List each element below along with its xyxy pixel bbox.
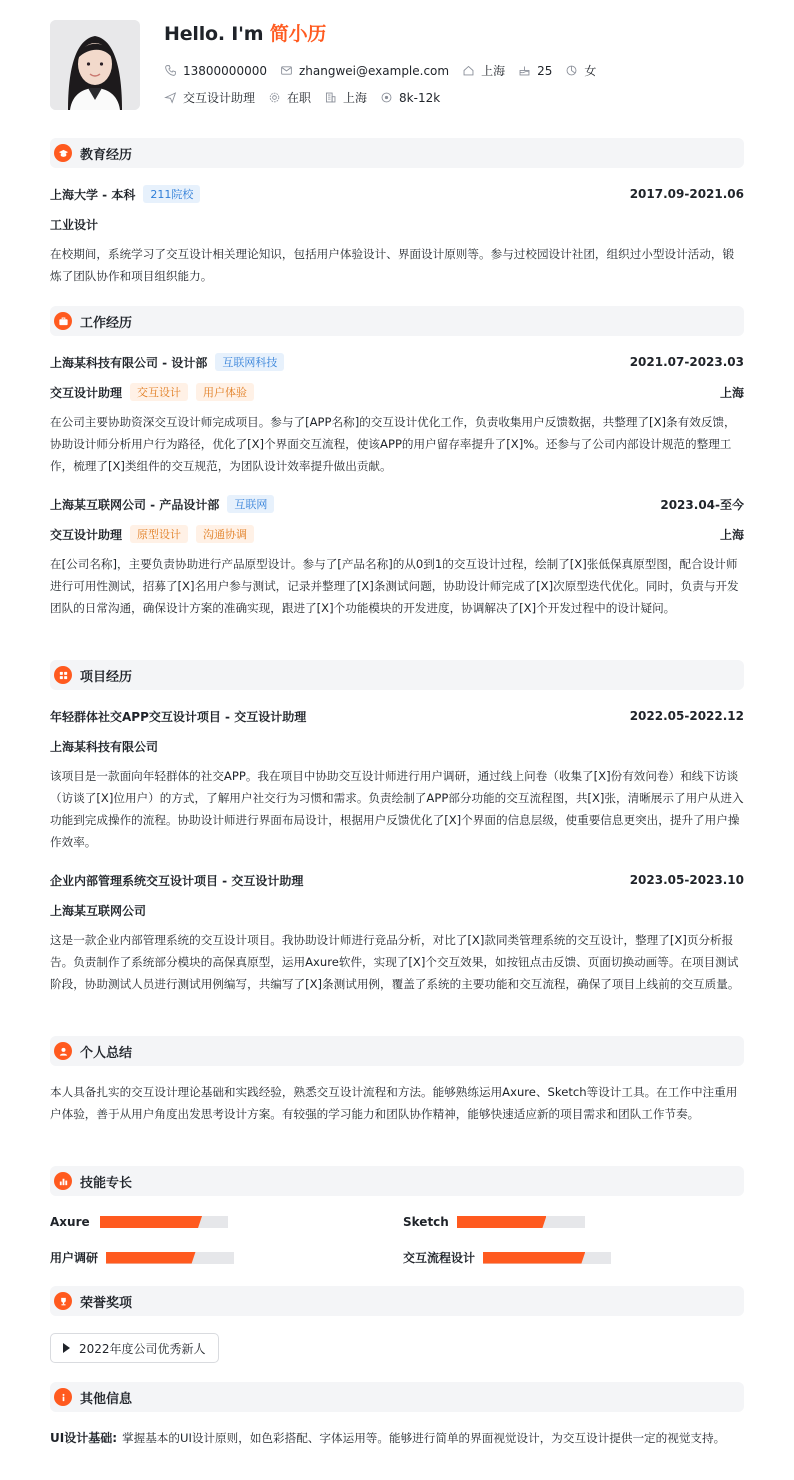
other-icon-badge xyxy=(54,1388,72,1406)
project-description: 这是一款企业内部管理系统的交互设计项目。我协助设计师进行竞品分析，对比了[X]款同类管理系统的交互设计，整理了[X]页分析报告。负责制作了系统部分模块的高保真原型，运用Axure软件，实现了[X]个交互效果，如按钮点击反馈、页面切换动画等。在项目测试阶段，协助测试人员进行测试用例编写，共编写了[X]条测试用例，覆盖了系统的主要功能和交互流程，确保了项目上线前的交互质量。 xyxy=(50,933,740,991)
project-company: 上海某互联网公司 xyxy=(50,903,147,918)
skill-bar xyxy=(106,1252,234,1264)
email-value: zhangwei@example.com xyxy=(298,63,450,78)
contact-row xyxy=(164,62,609,79)
work-icon-badge xyxy=(54,312,72,330)
skill-bar-fill xyxy=(106,1252,196,1264)
project-name: 年轻群体社交APP交互设计项目 - 交互设计助理 xyxy=(50,709,307,724)
education-section-header xyxy=(50,138,744,168)
avatar xyxy=(50,20,140,110)
skills-title: 技能专长 xyxy=(80,1175,133,1191)
job-row xyxy=(164,89,453,106)
project-company: 上海某科技有限公司 xyxy=(50,739,159,754)
salary-value: 8k-12k xyxy=(399,90,441,105)
work-section-header xyxy=(50,306,744,336)
job-title-value: 交互设计助理 xyxy=(183,91,256,105)
awards-icon-badge xyxy=(54,1292,72,1310)
work-skill-tag: 用户体验 xyxy=(196,383,254,401)
project-entry-header xyxy=(50,871,744,889)
salary-info xyxy=(380,91,440,105)
cake-icon xyxy=(518,64,531,77)
mail-icon xyxy=(280,64,293,77)
education-major: 工业设计 xyxy=(50,217,99,232)
project-company-row xyxy=(50,737,744,755)
school-tag: 211院校 xyxy=(143,185,200,203)
summary-text: 本人具备扎实的交互设计理论基础和实践经验，熟悉交互设计流程和方法。能够熟练运用Axure、Sketch等设计工具。在工作中注重用户体验，善于从用户角度出发思考设计方案。有较强的学习能力和团队协作精神，能够快速适应新的项目需求和团队工作节奏。 xyxy=(50,1085,738,1121)
school-name: 上海大学 - 本科 xyxy=(50,187,136,202)
skill-name: 用户调研 xyxy=(50,1251,99,1265)
award-name: 2022年度公司优秀新人 xyxy=(79,1341,206,1356)
skill-bar-fill xyxy=(100,1216,202,1228)
gender-info xyxy=(565,62,596,79)
candidate-name: 简小历 xyxy=(269,23,327,45)
summary-title: 个人总结 xyxy=(80,1045,133,1061)
work-city: 上海 xyxy=(719,527,744,542)
info-icon xyxy=(58,1392,69,1403)
education-major-row xyxy=(50,215,744,233)
work-role-row xyxy=(50,383,744,401)
project-entry-header xyxy=(50,707,744,725)
age-value: 25 xyxy=(537,63,553,78)
education-title: 教育经历 xyxy=(80,147,133,163)
work-skill-tag: 交互设计 xyxy=(130,383,188,401)
education-description: 在校期间，系统学习了交互设计相关理论知识，包括用户体验设计、界面设计原则等。参与过校园设计社团，组织过小型设计活动，锻炼了团队协作和项目组织能力。 xyxy=(50,247,735,283)
projects-title: 项目经历 xyxy=(80,669,133,685)
work-company: 上海某互联网公司 - 产品设计部 xyxy=(50,497,220,512)
project-period: 2022.05-2022.12 xyxy=(629,709,744,723)
work-industry-tag: 互联网科技 xyxy=(215,353,284,371)
work-description: 在[公司名称]，主要负责协助进行产品原型设计。参与了[产品名称]的从0到1的交互设计过程，绘制了[X]张低保真原型图，配合设计师进行可用性测试，招募了[X]名用户参与测试，记录并整理了[X]条测试问题，协助设计师完成了[X]次原型迭代优化。同时，负责与开发团队的日常沟通，确保设计方案的准确实现，跟进了[X]个功能模块的开发进度，协调解决了[X]个开发过程中的设计疑问。 xyxy=(50,557,739,615)
skills-section-header xyxy=(50,1166,744,1196)
work-period: 2023.04-至今 xyxy=(660,497,744,512)
work-description: 在公司主要协助资深交互设计师完成项目。参与了[APP名称]的交互设计优化工作，负责收集用户反馈数据，共整理了[X]条有效反馈，协助设计师分析用户行为路径，优化了[X]个界面交互流程，使该APP的用户留存率提升了[X]%。还参与了公司内部设计规范的整理工作，梳理了[X]类组件的交互规范，为团队设计效率提升做出贡献。 xyxy=(50,415,736,473)
resume-header xyxy=(50,0,744,138)
work-skill-tag: 原型设计 xyxy=(130,525,188,543)
building-icon xyxy=(324,91,337,104)
education-entry-header xyxy=(50,185,744,203)
other-title: 其他信息 xyxy=(80,1391,133,1407)
coin-icon xyxy=(380,91,393,104)
work-period: 2021.07-2023.03 xyxy=(629,355,744,369)
trophy-icon xyxy=(58,1296,69,1307)
work-city-value: 上海 xyxy=(343,91,368,105)
awards-section-header xyxy=(50,1286,744,1316)
skill-item xyxy=(50,1215,228,1229)
email-info xyxy=(280,64,449,78)
skills-icon-badge xyxy=(54,1172,72,1190)
skill-item xyxy=(403,1249,611,1266)
work-title: 工作经历 xyxy=(80,315,133,331)
gender-value: 女 xyxy=(584,64,597,78)
skill-bar xyxy=(483,1252,611,1264)
grid-icon xyxy=(58,670,69,681)
skill-bar xyxy=(457,1216,585,1228)
phone-value: 13800000000 xyxy=(183,63,267,78)
work-role: 交互设计助理 xyxy=(50,385,123,400)
status-info xyxy=(268,89,311,106)
other-text: 掌握基本的UI设计原则，如色彩搭配、字体运用等。能够进行简单的界面视觉设计，为交互设计提供一定的视觉支持。 xyxy=(122,1431,726,1445)
briefcase-icon xyxy=(58,316,69,327)
other-section-header xyxy=(50,1382,744,1412)
work-role-row xyxy=(50,525,744,543)
location-value: 上海 xyxy=(481,64,506,78)
user-icon xyxy=(58,1046,69,1057)
skill-item xyxy=(403,1215,585,1229)
projects-section-header xyxy=(50,660,744,690)
expand-triangle-icon xyxy=(63,1343,70,1353)
age-info xyxy=(518,64,552,78)
home-icon xyxy=(462,64,475,77)
phone-icon xyxy=(164,64,177,77)
skill-item xyxy=(50,1249,234,1266)
greeting-text: Hello. I'm xyxy=(164,23,270,45)
work-city-info xyxy=(324,89,367,106)
location-info xyxy=(462,62,505,79)
skill-bar-fill xyxy=(483,1252,585,1264)
summary-section-header xyxy=(50,1036,744,1066)
skill-bar-fill xyxy=(457,1216,547,1228)
award-item[interactable] xyxy=(50,1333,219,1363)
projects-icon-badge xyxy=(54,666,72,684)
status-value: 在职 xyxy=(287,91,312,105)
send-icon xyxy=(164,91,177,104)
work-company: 上海某科技有限公司 - 设计部 xyxy=(50,355,208,370)
skill-name: 交互流程设计 xyxy=(403,1251,476,1265)
job-title-info xyxy=(164,89,255,106)
work-entry-header xyxy=(50,495,744,513)
work-entry-header xyxy=(50,353,744,371)
bar-chart-icon xyxy=(58,1176,69,1187)
project-period: 2023.05-2023.10 xyxy=(629,873,744,887)
project-company-row xyxy=(50,901,744,919)
project-description: 该项目是一款面向年轻群体的社交APP。我在项目中协助交互设计师进行用户调研，通过线上问卷（收集了[X]份有效问卷）和线下访谈（访谈了[X]位用户）的方式，了解用户社交行为习惯和需求。负责绘制了APP部分功能的交互流程图，共[X]张，清晰展示了用户从进入功能到完成操作的流程。协助设计师进行界面布局设计，根据用户反馈优化了[X]个界面的信息层级，使重要信息更突出，提升了用户操作效率。 xyxy=(50,769,744,849)
work-skill-tag: 沟通协调 xyxy=(196,525,254,543)
education-period: 2017.09-2021.06 xyxy=(629,187,744,201)
phone-info xyxy=(164,64,267,78)
work-role: 交互设计助理 xyxy=(50,527,123,542)
skill-name: Sketch xyxy=(403,1215,449,1229)
graduation-cap-icon xyxy=(58,148,69,159)
summary-icon-badge xyxy=(54,1042,72,1060)
skill-bar xyxy=(100,1216,228,1228)
gear-icon xyxy=(268,91,281,104)
page-title xyxy=(164,19,326,46)
skill-name: Axure xyxy=(50,1215,90,1229)
education-icon-badge xyxy=(54,144,72,162)
other-info-row xyxy=(50,1427,744,1449)
work-city: 上海 xyxy=(719,385,744,400)
work-industry-tag: 互联网 xyxy=(227,495,274,513)
other-label: UI设计基础: xyxy=(50,1431,118,1445)
gender-icon xyxy=(565,64,578,77)
project-name: 企业内部管理系统交互设计项目 - 交互设计助理 xyxy=(50,873,304,888)
awards-title: 荣誉奖项 xyxy=(80,1295,133,1311)
